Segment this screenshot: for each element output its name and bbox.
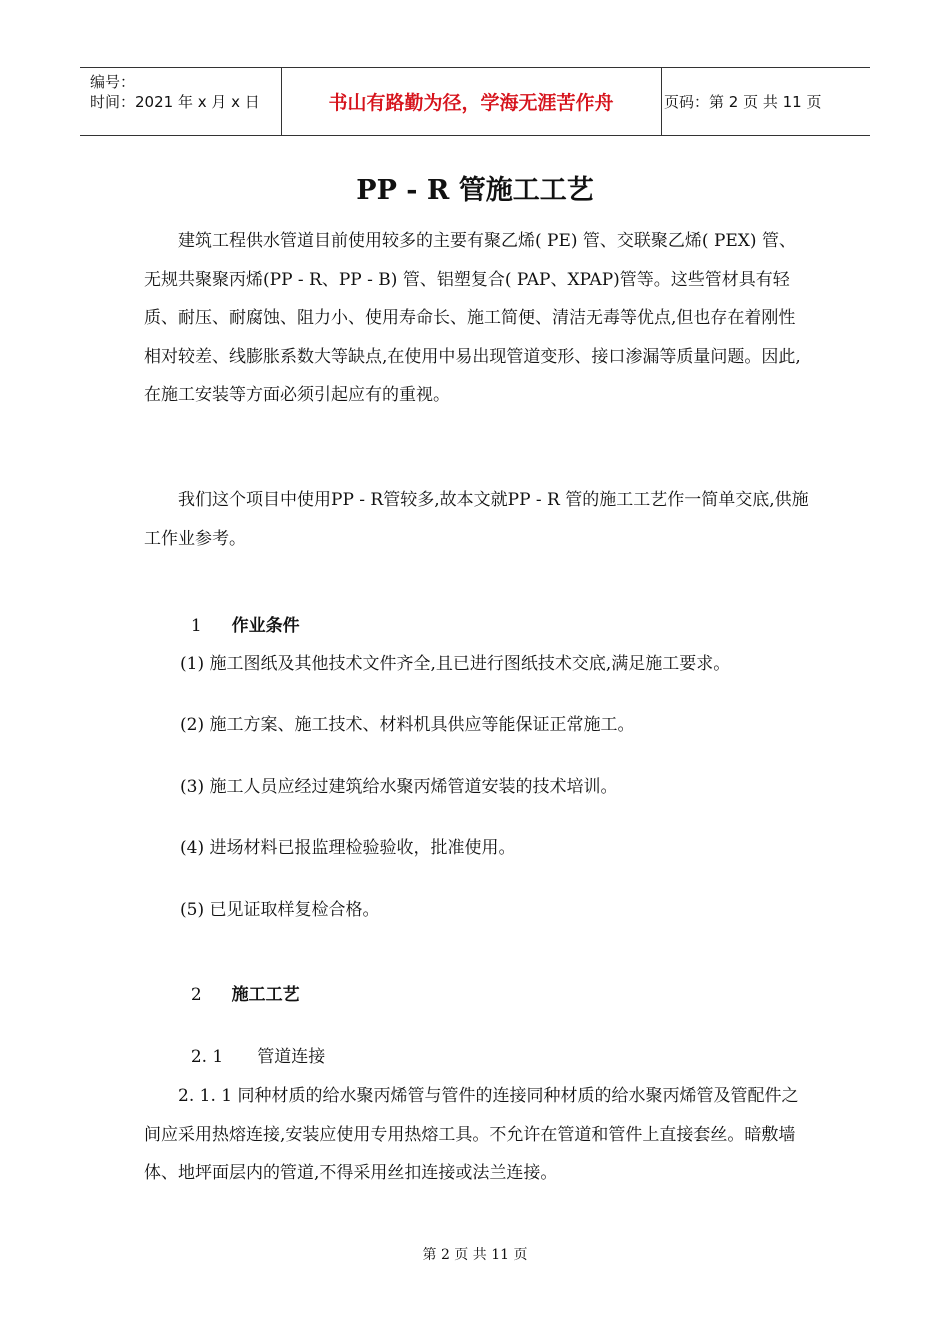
section-1-title: 作业条件 (231, 616, 300, 636)
page-footer: 第 2 页 共 11 页 (422, 1247, 528, 1263)
section-2-1-heading (180, 1021, 325, 1069)
section-2-number: 2 (190, 985, 202, 1005)
condition-item: (1) 施工图纸及其他技术文件齐全,且已进行图纸技术交底,满足施工要求。 (180, 654, 731, 674)
header-meta (90, 72, 260, 112)
document-title: PP - R 管施工工艺 (356, 175, 594, 206)
section-1-number: 1 (190, 616, 202, 636)
section-2-1-number: 2. 1 (190, 1047, 224, 1067)
condition-item: (4) 进场材料已报监理检验验收，批准使用。 (180, 838, 516, 858)
condition-item: (5) 已见证取样复检合格。 (180, 900, 380, 920)
section-2-heading (180, 959, 300, 1007)
intro-paragraph: 建筑工程供水管道目前使用较多的主要有聚乙烯( PE) 管、交联聚乙烯( PEX) 管、无规共聚聚丙烯(PP - R、PP - B) 管、铝塑复合( PAP、XPAP)管等。这些管材具有轻质、耐压、耐腐蚀、阻力小、使用寿命长、施工简便、清洁无毒等优点,但也存在着刚性相对较差、线膨胀系数大等缺点,在使用中易出现管道变形、接口渗漏等质量问题。因此,在施工安装等方面必须引起应有的重视。 (144, 231, 801, 405)
header-page-info: 页码：第 2 页 共 11 页 (664, 93, 822, 111)
header-divider (661, 68, 662, 135)
project-paragraph: 我们这个项目中使用PP - R管较多,故本文就PP - R 管的施工工艺作一简单交底,供施工作业参考。 (144, 490, 809, 549)
time-label: 时间：2021 年 x 月 x 日 (90, 93, 260, 111)
section-2-1-1-paragraph: 2. 1. 1 同种材质的给水聚丙烯管与管件的连接同种材质的给水聚丙烯管及管配件之间应采用热熔连接,安装应使用专用热熔工具。不允许在管道和管件上直接套丝。暗敷墙体、地坪面层内的管道,不得采用丝扣连接或法兰连接。 (144, 1086, 799, 1183)
page-header (80, 67, 870, 136)
header-motto: 书山有路勤为径，学海无涯苦作舟 (328, 92, 614, 114)
section-2-1-title: 管道连接 (257, 1047, 326, 1067)
condition-item: (2) 施工方案、施工技术、材料机具供应等能保证正常施工。 (180, 715, 635, 735)
number-label: 编号： (90, 73, 136, 91)
section-2-title: 施工工艺 (231, 985, 300, 1005)
condition-item: (3) 施工人员应经过建筑给水聚丙烯管道安装的技术培训。 (180, 777, 618, 797)
section-1-heading (180, 590, 300, 638)
